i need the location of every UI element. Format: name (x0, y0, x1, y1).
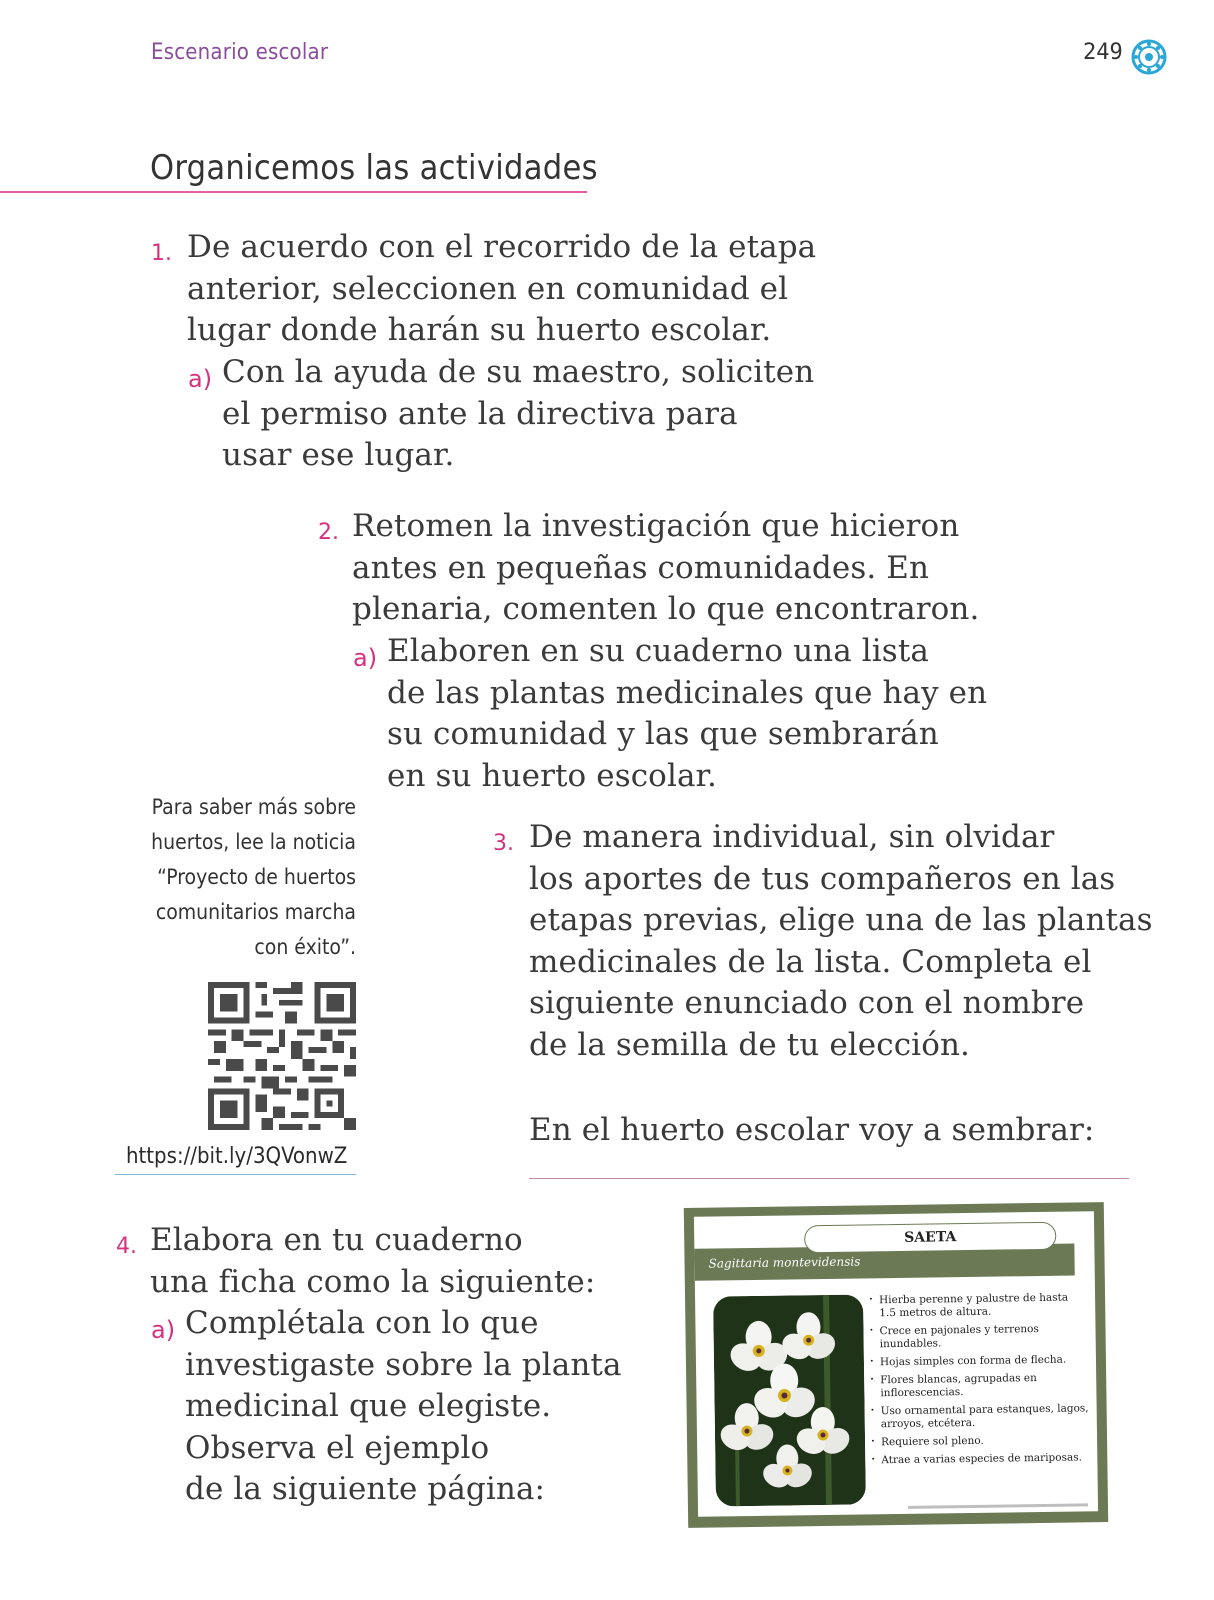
text-line: anterior, seleccionen en comunidad el (187, 270, 789, 307)
note-line: comunitarios marcha (155, 900, 356, 924)
item-letter: a) (151, 1316, 176, 1344)
answer-line[interactable] (529, 1178, 1129, 1179)
text-line: Observa el ejemplo (185, 1429, 490, 1466)
item-1a-text (222, 352, 814, 477)
text-line: Complétala con lo que (185, 1305, 539, 1341)
text-line: los aportes de tus compañeros en las (529, 860, 1116, 897)
card-fact: · Atrae a varias especies de mariposas. (869, 1451, 1089, 1467)
sentence-prompt: En el huerto escolar voy a sembrar: (529, 1112, 1095, 1148)
item-3-text (529, 817, 1153, 1066)
card-plant-name: SAETA (804, 1222, 1056, 1254)
item-number: 1. (151, 241, 172, 266)
section-label: Escenario escolar (151, 40, 329, 65)
note-line: huertos, lee la noticia (151, 830, 356, 854)
card-fact: · Hierba perenne y palustre de hasta 1.5 metros de altura. (867, 1291, 1087, 1320)
text-line: siguiente enunciado con el nombre (529, 985, 1085, 1021)
card-fact: · Uso ornamental para estanques, lagos, arroyos, etcétera. (869, 1402, 1089, 1431)
text-line: de las plantas medicinales que hay en (387, 674, 988, 711)
link-underline (115, 1174, 356, 1175)
card-scientific-name: Sagittaria montevidensis (708, 1254, 861, 1271)
item-number: 3. (493, 831, 514, 856)
item-letter: a) (188, 365, 213, 393)
text-line: medicinales de la lista. Completa el (529, 943, 1092, 980)
text-line: usar ese lugar. (222, 437, 455, 473)
title-underline (0, 191, 587, 193)
card-facts-list (867, 1291, 1089, 1472)
page-number: 249 (1083, 40, 1123, 65)
text-line: Con la ayuda de su maestro, soliciten (222, 354, 815, 390)
text-line: etapas previas, elige una de las plantas (529, 902, 1153, 938)
text-line: lugar donde harán su huerto escolar. (187, 312, 772, 348)
section-title: Organicemos las actividades (150, 148, 598, 188)
item-number: 4. (116, 1234, 137, 1259)
text-line: de la siguiente página: (185, 1471, 546, 1507)
card-fact: · Hojas simples con forma de flecha. (868, 1353, 1088, 1369)
text-line: Elaboren en su cuaderno una lista (387, 633, 929, 669)
text-line: plenaria, comenten lo que encontraron. (352, 591, 980, 627)
item-2-text (352, 506, 979, 631)
item-4a-text (185, 1303, 622, 1511)
item-2a-text (387, 631, 987, 797)
item-number: 2. (318, 520, 339, 545)
card-fact: · Flores blancas, agrupadas en inflorescencias. (868, 1371, 1088, 1400)
card-fact: · Requiere sol pleno. (869, 1433, 1089, 1449)
item-letter: a) (353, 644, 378, 672)
text-line: Retomen la investigación que hicieron (352, 508, 960, 544)
text-line: una ficha como la siguiente: (150, 1263, 596, 1300)
decorative-rosette-icon (1131, 39, 1167, 75)
note-line: con éxito”. (254, 935, 356, 959)
note-line: “Proyecto de huertos (157, 865, 356, 889)
text-line: Elabora en tu cuaderno (150, 1222, 523, 1258)
text-line: el permiso ante la directiva para (222, 395, 738, 432)
item-1-text (187, 227, 816, 352)
qr-code[interactable] (208, 982, 356, 1130)
side-note (100, 790, 356, 965)
note-line: Para saber más sobre (151, 795, 356, 819)
text-line: medicinal que elegiste. (185, 1388, 552, 1424)
text-line: de la semilla de tu elección. (529, 1026, 970, 1063)
text-line: De manera individual, sin olvidar (529, 819, 1055, 855)
card-fact: · Crece en pajonales y terrenos inundables. (867, 1322, 1087, 1351)
card-footer-rule (908, 1503, 1088, 1509)
news-link[interactable]: https://bit.ly/3QVonwZ (126, 1144, 348, 1169)
text-line: antes en pequeñas comunidades. En (352, 549, 930, 586)
text-line: en su huerto escolar. (387, 757, 718, 794)
flower-photo (713, 1294, 866, 1506)
text-line: su comunidad y las que sembrarán (387, 716, 939, 752)
item-4-text (150, 1220, 595, 1303)
plant-card (694, 1211, 1098, 1517)
text-line: investigaste sobre la planta (185, 1346, 622, 1383)
text-line: De acuerdo con el recorrido de la etapa (187, 229, 817, 265)
